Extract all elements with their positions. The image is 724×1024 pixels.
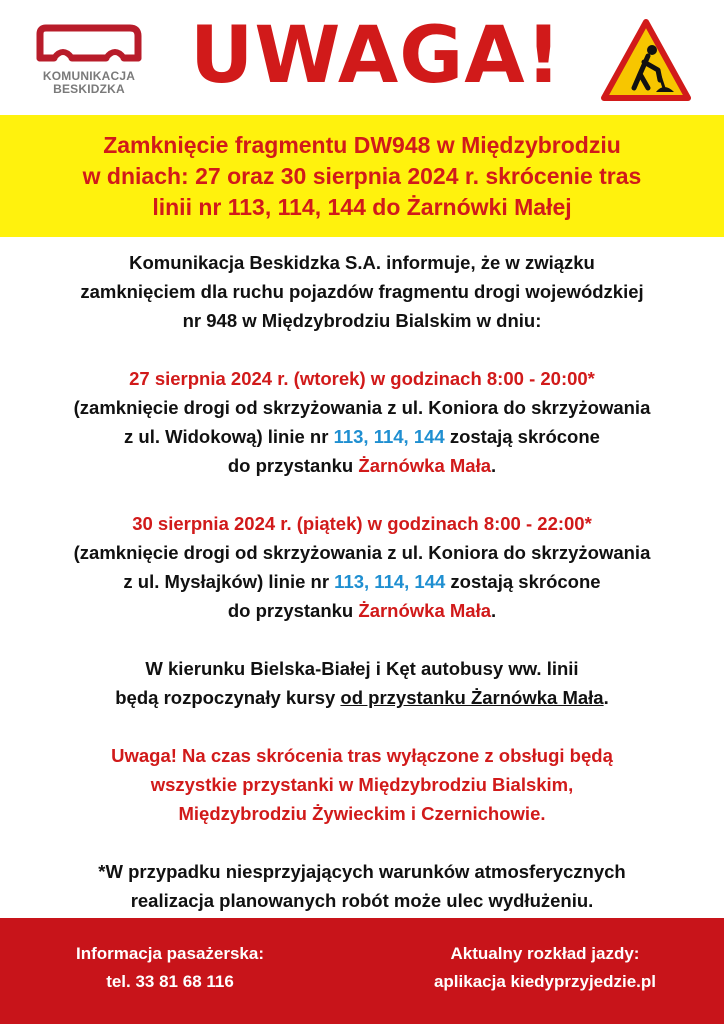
closure-1-stop-prefix: do przystanku (227, 455, 359, 476)
timetable-info-title: Aktualny rozkład jazdy: (450, 944, 640, 963)
closure-1-line-3 (20, 422, 704, 451)
note-line-1: *W przypadku niesprzyjających warunków atmosferycznych (98, 861, 626, 882)
headline: UWAGA! (190, 11, 563, 101)
company-logo (34, 24, 144, 96)
warning-line-3: Międzybrodziu Żywieckim i Czernichowie. (178, 803, 546, 824)
direction-paragraph (20, 654, 704, 712)
closure-1-line-2: (zamknięcie drogi od skrzyżowania z ul. Koniora do skrzyżowania (73, 397, 651, 418)
notice-body (20, 248, 704, 944)
weather-note-paragraph (20, 857, 704, 915)
closure-2-line-4 (20, 596, 704, 625)
closure-1-date: 27 sierpnia 2024 r. (wtorek) w godzinach 8:00 - 20:00* (129, 368, 595, 389)
banner-line-3: linii nr 113, 114, 144 do Żarnówki Małej (152, 193, 572, 220)
banner-line-2: w dniach: 27 oraz 30 sierpnia 2024 r. skrócenie tras (82, 162, 642, 189)
direction-line-2 (20, 683, 704, 712)
warning-line-1: Uwaga! Na czas skrócenia tras wyłączone z obsługi będą (111, 745, 613, 766)
passenger-info-phone: tel. 33 81 68 116 (106, 972, 234, 991)
direction-underlined-stop: od przystanku Żarnówka Mała (340, 687, 604, 708)
logo-line-2: BESKIDZKA (53, 82, 125, 96)
closure-2-line-3 (20, 567, 704, 596)
header (0, 0, 724, 115)
closure-1-paragraph (20, 364, 704, 480)
closure-2-line-2: (zamknięcie drogi od skrzyżowania z ul. Koniora do skrzyżowania (73, 542, 651, 563)
title-banner (0, 115, 724, 237)
closure-2-stop-prefix: do przystanku (227, 600, 359, 621)
intro-line-1: Komunikacja Beskidzka S.A. informuje, że w związku (129, 252, 595, 273)
passenger-info (40, 940, 300, 996)
logo-line-1: KOMUNIKACJA (42, 69, 136, 83)
timetable-info (400, 940, 690, 996)
closure-2-date: 30 sierpnia 2024 r. (piątek) w godzinach 8:00 - 22:00* (132, 513, 592, 534)
note-line-2: realizacja planowanych robót może ulec wydłużeniu. (130, 890, 594, 911)
closure-1-stop-name: Żarnówka Mała (358, 455, 492, 476)
intro-line-2: zamknięciem dla ruchu pojazdów fragmentu drogi wojewódzkiej (80, 281, 644, 302)
direction-text-b: . (603, 687, 609, 708)
direction-text-a: będą rozpoczynały kursy (115, 687, 341, 708)
closure-1-line-numbers: 113, 114, 144 (333, 426, 445, 447)
closure-1-stop-suffix: . (491, 455, 497, 476)
bus-logo-icon (34, 24, 144, 64)
intro-line-3: nr 948 w Międzybrodziu Bialskim w dniu: (182, 310, 542, 331)
timetable-info-app: aplikacja kiedyprzyjedzie.pl (433, 972, 657, 991)
closure-2-paragraph (20, 509, 704, 625)
direction-line-1: W kierunku Bielska-Białej i Kęt autobusy ww. linii (145, 658, 579, 679)
passenger-info-title: Informacja pasażerska: (75, 944, 265, 963)
closure-1-text-b: zostają skrócone (444, 426, 600, 447)
closure-2-stop-name: Żarnówka Mała (358, 600, 492, 621)
closure-1-text-a: z ul. Widokową) linie nr (124, 426, 334, 447)
closure-2-text-a: z ul. Mysłajków) linie nr (123, 571, 335, 592)
intro-paragraph (20, 248, 704, 335)
warning-line-2: wszystkie przystanki w Międzybrodziu Bialskim, (150, 774, 574, 795)
banner-line-1: Zamknięcie fragmentu DW948 w Międzybrodziu (103, 131, 621, 158)
road-works-sign-icon (600, 18, 692, 102)
closure-2-text-b: zostają skrócone (445, 571, 601, 592)
warning-paragraph (20, 741, 704, 828)
closure-2-stop-suffix: . (491, 600, 497, 621)
closure-1-line-4 (20, 451, 704, 480)
closure-2-line-numbers: 113, 114, 144 (334, 571, 446, 592)
footer (0, 918, 724, 1024)
